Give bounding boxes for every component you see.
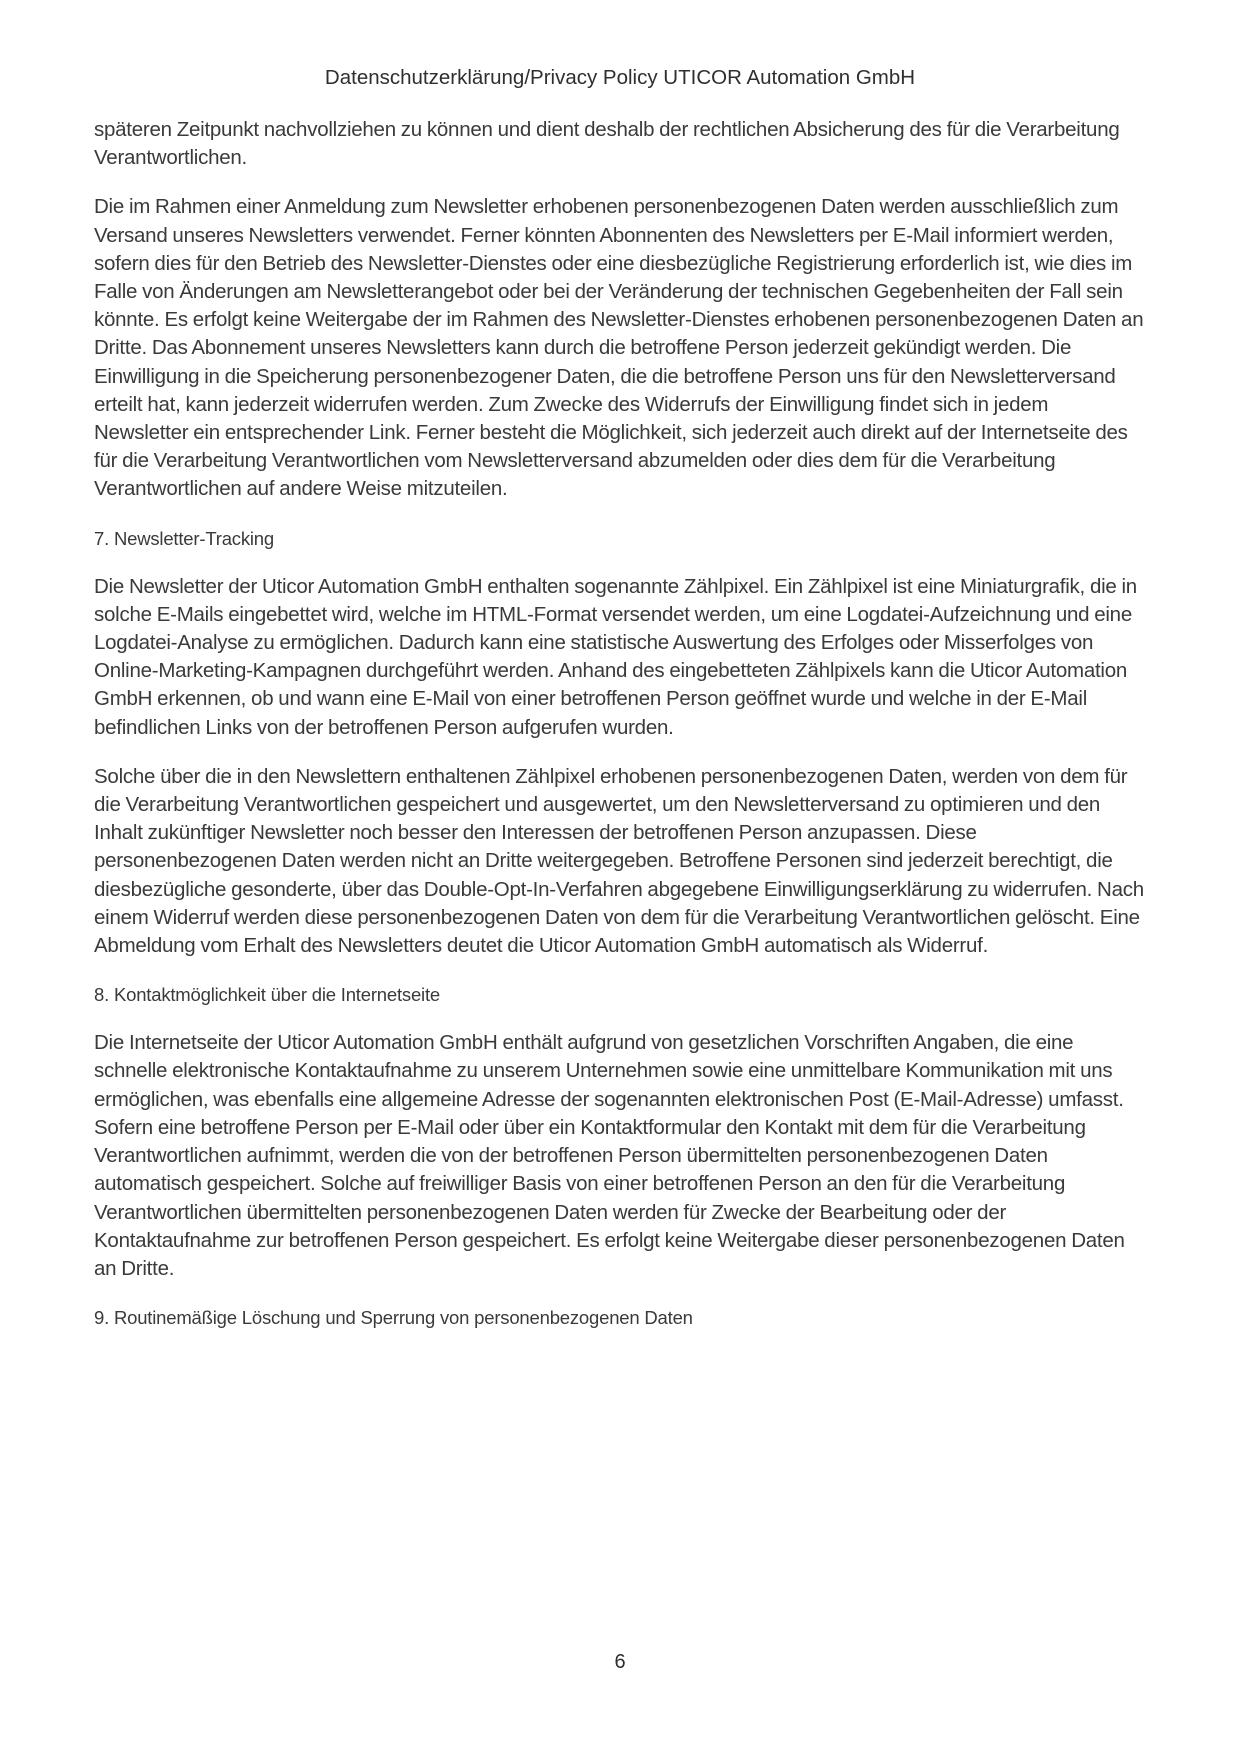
section-heading-kontaktmoeglichkeit: 8. Kontaktmöglichkeit über die Internetseite [94, 984, 440, 1006]
page-number: 6 [614, 1651, 626, 1673]
paragraph-internetseite-kontakt: Die Internetseite der Uticor Automation GmbH enthält aufgrund von gesetzlichen Vorschriften Angaben, die eine schnelle elektronische Kontaktaufnahme zu unserem Unternehmen sowie eine unmittelbare Kommunikation mit uns ermöglichen, was ebenfalls eine allgemeine Adresse der sogenannten elektronischen Post (E-Mail-Adresse) umfasst. Sofern eine betroffene Person per E-Mail oder über ein Kontaktformular den Kontakt mit dem für die Verarbeitung Verantwortlichen aufnimmt, werden die von der betroffenen Person übermittelten personenbezogenen Daten automatisch gespeichert. Solche auf freiwilliger Basis von einer betroffenen Person an den für die Verarbeitung Verantwortlichen übermittelten personenbezogenen Daten werden für Zwecke der Bearbeitung oder der Kontaktaufnahme zur betroffenen Person gespeichert. Es erfolgt keine Weitergabe dieser personenbezogenen Daten an Dritte. [94, 1031, 1125, 1280]
paragraph-continuation: späteren Zeitpunkt nachvollziehen zu können und dient deshalb der rechtlichen Absicherung des für die Verarbeitung Verantwortlichen. [94, 118, 1120, 170]
document-body [0, 92, 1240, 1331]
paragraph-zaehlpixel: Die Newsletter der Uticor Automation GmbH enthalten sogenannte Zählpixel. Ein Zählpixel ist eine Miniaturgrafik, die in solche E-Mails eingebettet wird, welche im HTML-Format versendet werden, um eine Logdatei-Aufzeichnung und eine Logdatei-Analyse zu ermöglichen. Dadurch kann eine statistische Auswertung des Erfolges oder Misserfolges von Online-Marketing-Kampagnen durchgeführt werden. Anhand des eingebetteten Zählpixels kann die Uticor Automation GmbH erkennen, ob und wann eine E-Mail von einer betroffenen Person geöffnet wurde und welche in der E-Mail befindlichen Links von der betroffenen Person aufgerufen wurden. [94, 574, 1137, 739]
section-heading-newsletter-tracking: 7. Newsletter-Tracking [94, 527, 274, 549]
paragraph-newsletter-data: Die im Rahmen einer Anmeldung zum Newsletter erhobenen personenbezogenen Daten werden ausschließlich zum Versand unseres Newsletters verwendet. Ferner könnten Abonnenten des Newsletters per E-Mail informiert werden, sofern dies für den Betrieb des Newsletter-Dienstes oder eine diesbezügliche Registrierung erforderlich ist, wie dies im Falle von Änderungen am Newsletterangebot oder bei der Veränderung der technischen Gegebenheiten der Fall sein könnte. Es erfolgt keine Weitergabe der im Rahmen des Newsletter-Dienstes erhobenen personenbezogenen Daten an Dritte. Das Abonnement unseres Newsletters kann durch die betroffene Person jederzeit gekündigt werden. Die Einwilligung in die Speicherung personenbezogener Daten, die die betroffene Person uns für den Newsletterversand erteilt hat, kann jederzeit widerrufen werden. Zum Zwecke des Widerrufs der Einwilligung findet sich in jedem Newsletter ein entsprechender Link. Ferner besteht die Möglichkeit, sich jederzeit auch direkt auf der Internetseite des für die Verarbeitung Verantwortlichen vom Newsletterversand abzumelden oder dies dem für die Verarbeitung Verantwortlichen auf andere Weise mitzuteilen. [94, 195, 1144, 501]
paragraph-zaehlpixel-data-use: Solche über die in den Newslettern enthaltenen Zählpixel erhobenen personenbezogenen Daten, werden von dem für die Verarbeitung Verantwortlichen gespeichert und ausgewertet, um den Newsletterversand zu optimieren und den Inhalt zukünftiger Newsletter noch besser den Interessen der betroffenen Person anzupassen. Diese personenbezogenen Daten werden nicht an Dritte weitergegeben. Betroffene Personen sind jederzeit berechtigt, die diesbezügliche gesonderte, über das Double-Opt-In-Verfahren abgegebene Einwilligungserklärung zu widerrufen. Nach einem Widerruf werden diese personenbezogenen Daten von dem für die Verarbeitung Verantwortlichen gelöscht. Eine Abmeldung vom Erhalt des Newsletters deutet die Uticor Automation GmbH automatisch als Widerruf. [94, 764, 1144, 958]
section-heading-routinemaessige-loeschung: 9. Routinemäßige Löschung und Sperrung von personenbezogenen Daten [94, 1307, 693, 1329]
document-title: Datenschutzerklärung/Privacy Policy UTICOR Automation GmbH [324, 66, 916, 89]
